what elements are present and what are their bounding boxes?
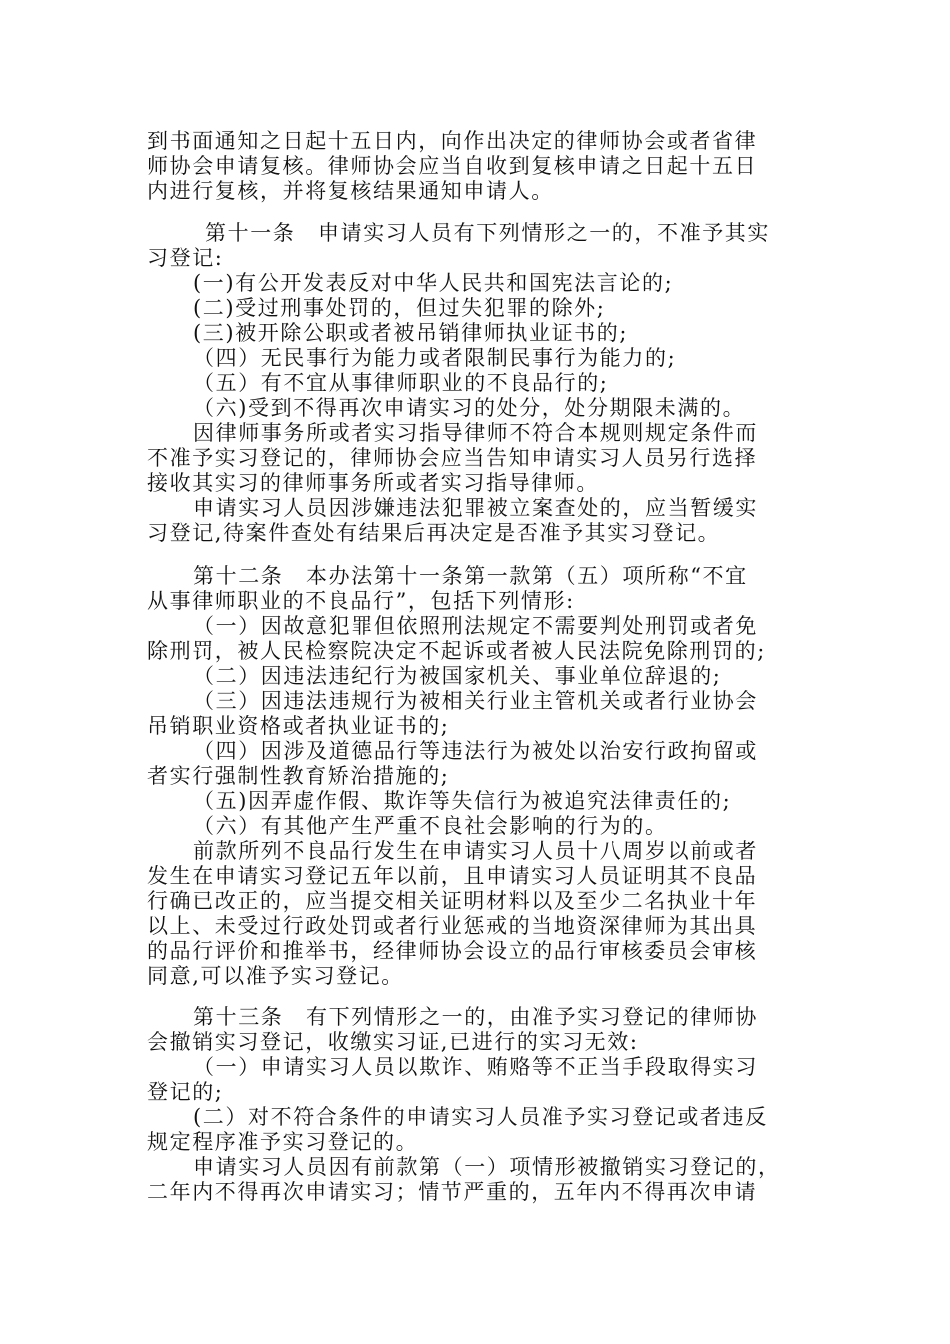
- text-line: 从事律师职业的不良品行”，包括下列情形:: [147, 589, 575, 613]
- list-item: （四）无民事行为能力或者限制民事行为能力的;: [193, 346, 677, 370]
- list-item: （二）因违法违纪行为被国家机关、事业单位辞退的;: [193, 664, 722, 688]
- text-line: 内进行复核，并将复核结果通知申请人。: [147, 179, 554, 203]
- text-line: 的品行评价和推举书，经律师协会设立的品行审核委员会审核: [147, 939, 758, 963]
- list-item: （五）有不宜从事律师职业的不良品行的;: [193, 371, 609, 395]
- text-line: 规定程序准予实习登记的。: [147, 1130, 419, 1154]
- text-line: 登记的;: [147, 1080, 224, 1104]
- list-item: （五)因弄虚作假、欺诈等失信行为被追究法律责任的;: [193, 789, 732, 813]
- text-line: 申请实习人员因有前款第（一）项情形被撤销实习登记的，: [193, 1155, 781, 1179]
- text-line: 师协会申请复核。律师协会应当自收到复核申请之日起十五日: [147, 154, 758, 178]
- text-line: 行确已改正的，应当提交相关证明材料以及至少二名执业十年: [147, 889, 758, 913]
- list-item: (三)被开除公职或者被吊销律师执业证书的;: [193, 321, 629, 345]
- list-item: (二）对不符合条件的申请实习人员准予实习登记或者违反: [193, 1105, 768, 1129]
- article-13-heading: 第十三条 有下列情形之一的，由准予实习登记的律师协: [193, 1005, 758, 1029]
- text-line: 除刑罚，被人民检察院决定不起诉或者被人民法院免除刑罚的;: [147, 639, 766, 663]
- text-line: 以上、未受过行政处罚或者行业惩戒的当地资深律师为其出具: [147, 914, 758, 938]
- article-12-heading: 第十二条 本办法第十一条第一款第（五）项所称“不宜: [193, 564, 748, 588]
- text-line: 会撤销实习登记，收缴实习证,已进行的实习无效:: [147, 1030, 639, 1054]
- text-line: 习登记:: [147, 246, 224, 270]
- list-item: （四）因涉及道德品行等违法行为被处以治安行政拘留或: [193, 739, 758, 763]
- list-item: （六)受到不得再次申请实习的处分，处分期限未满的。: [193, 396, 746, 420]
- text-line: 吊销职业资格或者执业证书的;: [147, 714, 450, 738]
- text-line: 同意,可以准予实习登记。: [147, 964, 404, 988]
- list-item: （三）因违法违规行为被相关行业主管机关或者行业协会: [193, 689, 758, 713]
- list-item: (一)有公开发表反对中华人民共和国宪法言论的;: [193, 271, 674, 295]
- text-line: 到书面通知之日起十五日内，向作出决定的律师协会或者省律: [147, 129, 758, 153]
- list-item: (二)受过刑事处罚的，但过失犯罪的除外;: [193, 296, 606, 320]
- text-line: 因律师事务所或者实习指导律师不符合本规则规定条件而: [193, 421, 758, 445]
- text-line: 不准予实习登记的，律师协会应当告知申请实习人员另行选择: [147, 446, 758, 470]
- list-item: （一）因故意犯罪但依照刑法规定不需要判处刑罚或者免: [193, 614, 758, 638]
- text-line: 者实行强制性教育矫治措施的;: [147, 764, 450, 788]
- list-item: （一）申请实习人员以欺诈、贿赂等不正当手段取得实习: [193, 1055, 758, 1079]
- list-item: （六）有其他产生严重不良社会影响的行为的。: [193, 814, 668, 838]
- text-line: 接收其实习的律师事务所或者实习指导律师。: [147, 471, 599, 495]
- text-line: 前款所列不良品行发生在申请实习人员十八周岁以前或者: [193, 839, 758, 863]
- text-line: 二年内不得再次申请实习；情节严重的，五年内不得再次申请: [147, 1180, 758, 1204]
- text-line: 申请实习人员因涉嫌违法犯罪被立案查处的，应当暂缓实: [193, 496, 758, 520]
- article-11-heading: 第十一条 申请实习人员有下列情形之一的，不准予其实: [205, 221, 770, 245]
- text-line: 发生在申请实习登记五年以前，且申请实习人员证明其不良品: [147, 864, 758, 888]
- text-line: 习登记,待案件查处有结果后再决定是否准予其实习登记。: [147, 521, 721, 545]
